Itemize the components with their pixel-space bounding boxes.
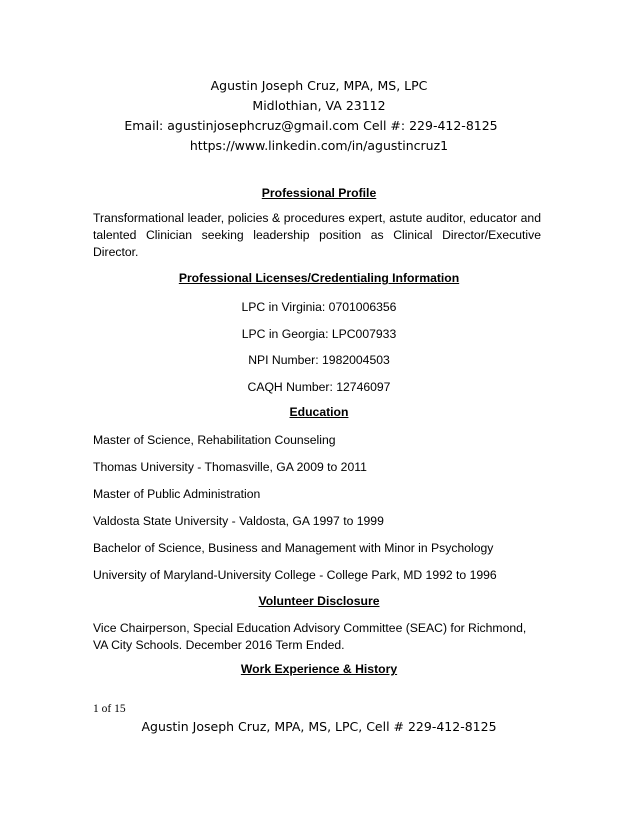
volunteer-text: Vice Chairperson, Special Education Advisory Committee (SEAC) for Richmond, VA City Schools. December 2016 Term Ended. — [93, 621, 527, 652]
profile-text: Transformational leader, policies & procedures expert, astute auditor, educator and talented Clinician seeking leadership position as Clinical Director/Executive Director. — [93, 211, 541, 259]
education-school-1: Thomas University - Thomasville, GA 2009 to 2011 — [93, 460, 367, 474]
caqh-number: CAQH Number: 12746097 — [247, 380, 391, 394]
profile-heading: Professional Profile — [261, 186, 377, 200]
volunteer-heading: Volunteer Disclosure — [258, 594, 380, 608]
education-degree-2: Master of Public Administration — [93, 487, 261, 501]
license-georgia: LPC in Georgia: LPC007933 — [241, 327, 397, 341]
page-number: 1 of 15 — [93, 703, 126, 715]
licenses-heading: Professional Licenses/Credentialing Information — [178, 271, 460, 285]
npi-number: NPI Number: 1982004503 — [248, 353, 390, 367]
candidate-name: Agustin Joseph Cruz, MPA, MS, LPC — [210, 78, 428, 93]
resume-header — [0, 76, 638, 156]
education-school-2: Valdosta State University - Valdosta, GA 1997 to 1999 — [93, 514, 384, 528]
work-heading: Work Experience & History — [240, 662, 398, 676]
candidate-contact: Email: agustinjosephcruz@gmail.com Cell #: 229-412-8125 — [124, 118, 498, 133]
education-degree-3: Bachelor of Science, Business and Management with Minor in Psychology — [93, 541, 494, 555]
education-degree-1: Master of Science, Rehabilitation Counseling — [93, 433, 336, 447]
linkedin-url: https://www.linkedin.com/in/agustincruz1 — [189, 138, 449, 153]
page-footer: Agustin Joseph Cruz, MPA, MS, LPC, Cell # 229-412-8125 — [141, 719, 497, 734]
candidate-location: Midlothian, VA 23112 — [252, 98, 386, 113]
education-heading: Education — [289, 405, 349, 419]
license-virginia: LPC in Virginia: 0701006356 — [241, 300, 397, 314]
education-school-3: University of Maryland-University College - College Park, MD 1992 to 1996 — [93, 568, 497, 582]
